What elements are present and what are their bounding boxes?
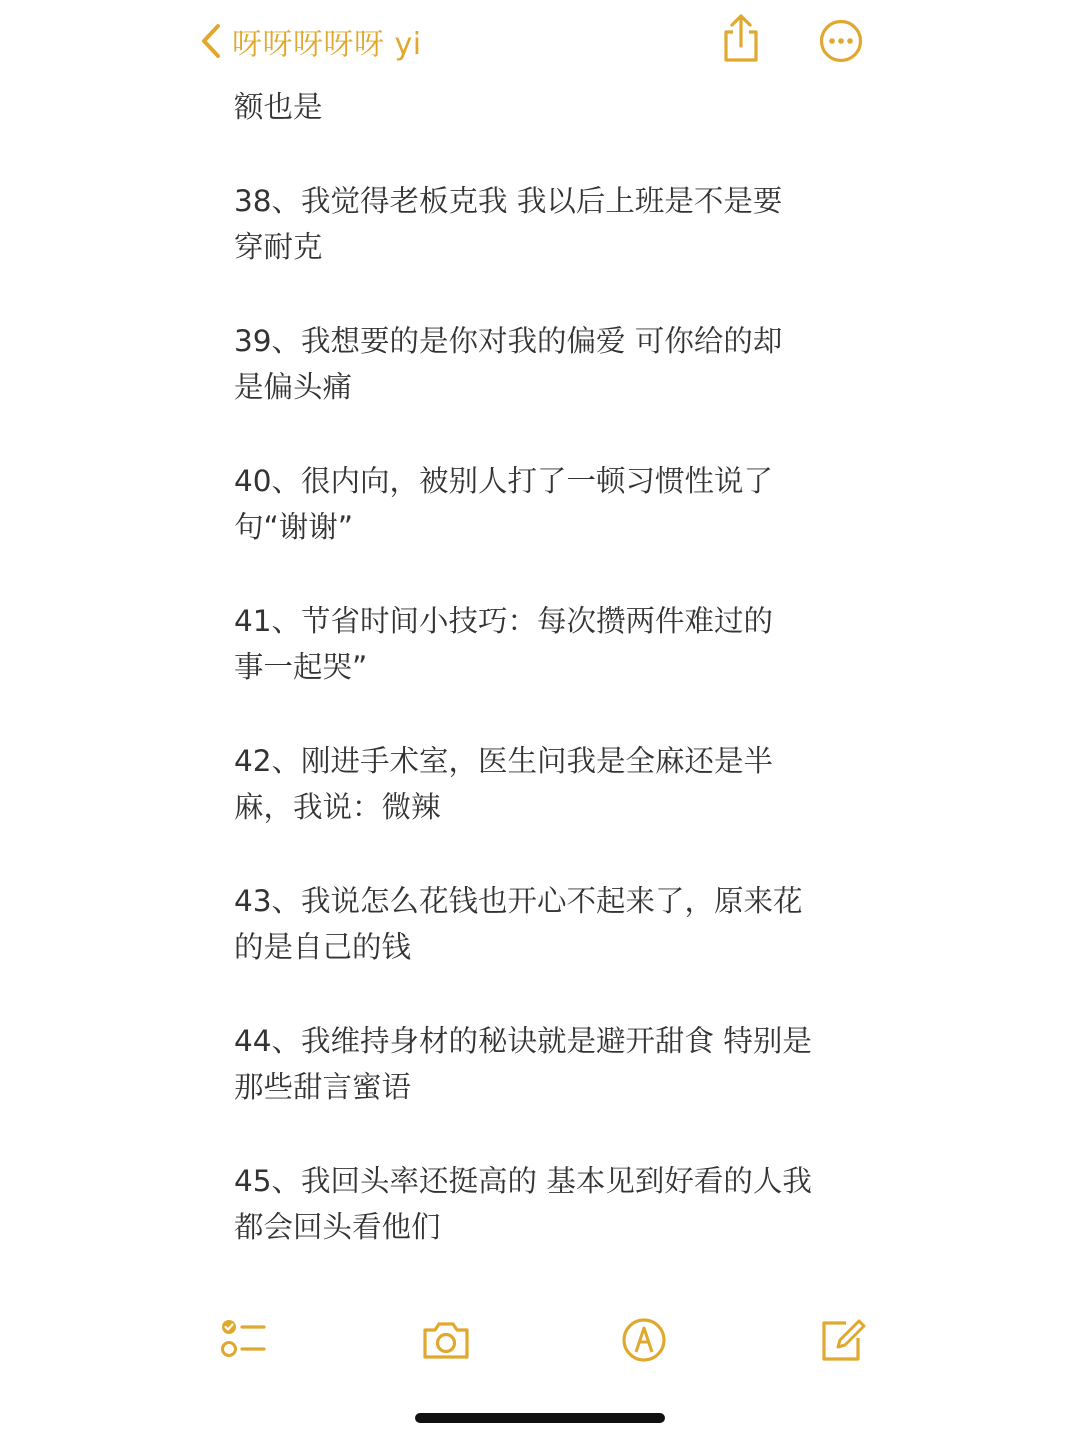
note-paragraph: 45、我回头率还挺高的 基本见到好看的人我 都会回头看他们 <box>234 1164 812 1244</box>
camera-icon <box>420 1314 472 1366</box>
ellipsis-circle-icon <box>818 18 864 64</box>
compose-icon <box>818 1314 870 1366</box>
share-icon <box>718 12 764 64</box>
note-paragraph: 42、刚进手术室，医生问我是全麻还是半 麻，我说：微辣 <box>234 744 774 824</box>
share-button[interactable] <box>718 12 764 64</box>
note-body[interactable] <box>234 84 854 1298</box>
note-paragraph: 43、我说怎么花钱也开心不起来了，原来花 的是自己的钱 <box>234 884 803 964</box>
back-button[interactable] <box>200 18 422 64</box>
note-paragraph: 41、节省时间小技巧：每次攒两件难过的 事一起哭” <box>234 604 774 684</box>
markup-pen-icon <box>618 1314 670 1366</box>
home-indicator[interactable] <box>415 1413 665 1423</box>
note-paragraph: 44、我维持身材的秘诀就是避开甜食 特别是 那些甜言蜜语 <box>234 1024 812 1104</box>
camera-button[interactable] <box>420 1314 472 1366</box>
note-paragraph: 40、很内向，被别人打了一顿习惯性说了 句“谢谢” <box>234 464 774 544</box>
chevron-left-icon <box>200 23 222 59</box>
note-paragraph: 38、我觉得老板克我 我以后上班是不是要 穿耐克 <box>234 184 783 264</box>
back-label: 呀呀呀呀呀 yi <box>232 27 422 62</box>
markup-button[interactable] <box>618 1314 670 1366</box>
bottom-toolbar <box>0 1302 1080 1382</box>
checklist-icon <box>218 1314 270 1366</box>
note-paragraph: 39、我想要的是你对我的偏爱 可你给的却 是偏头痛 <box>234 324 783 404</box>
note-paragraph: 额也是 <box>234 90 323 124</box>
compose-button[interactable] <box>818 1314 870 1366</box>
more-button[interactable] <box>818 18 864 64</box>
checklist-button[interactable] <box>218 1314 270 1366</box>
navigation-bar <box>0 0 1080 84</box>
